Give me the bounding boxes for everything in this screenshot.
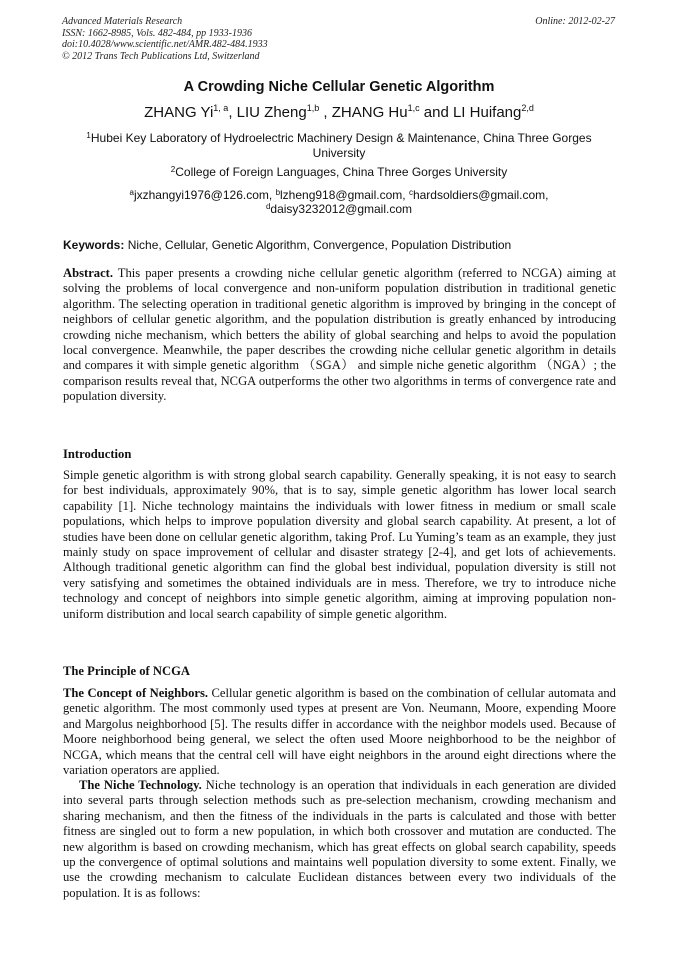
author-sup: 2,d (521, 103, 534, 113)
affiliation-sup: 2 (170, 165, 176, 174)
niche-paragraph (63, 778, 616, 901)
keywords-text: Niche, Cellular, Genetic Algorithm, Convergence, Population Distribution (124, 238, 512, 252)
neighbors-label: The Concept of Neighbors. (63, 686, 209, 700)
author-name: ZHANG Yi (144, 104, 214, 121)
email-b: lzheng918@gmail.com, (280, 188, 409, 202)
author-list (0, 104, 678, 121)
email-sup: b (275, 188, 281, 197)
author-name: LIU Zheng (236, 104, 307, 121)
abstract-text: This paper presents a crowding niche cellular genetic algorithm (referred to NCGA) aiming at solving the problems of local convergence and non-uniform population distribution in traditional genetic algorithm. The selecting operation in traditional genetic algorithm is improved by bringing in the concept of neighbors of cellular genetic algorithm, and the population distribution is greatly enhanced by introducing crowding niche mechanism, which betters the ability of global searching and helps to avoid the population local convergence. Meanwhile, the paper describes the crowding niche cellular genetic algorithm in details and compares it with simple genetic algorithm （SGA） and simple niche genetic algorithm （NGA）; the comparison results reveal that, NCGA outperforms the other two algorithms in terms of convergence rate and population diversity. (63, 266, 616, 404)
doi-line: doi:10.4028/www.scientific.net/AMR.482-484.1933 (62, 39, 268, 50)
affiliation-sup: 1 (86, 131, 91, 140)
keywords-line (63, 238, 616, 252)
issn-line: ISSN: 1662-8985, Vols. 482-484, pp 1933-1936 (62, 27, 252, 39)
affiliation-text: Hubei Key Laboratory of Hydroelectric Machinery Design & Maintenance, China Three Gorges University (90, 131, 592, 160)
principle-heading: The Principle of NCGA (63, 664, 190, 678)
author-separator: , (228, 104, 237, 121)
author-separator: , (319, 104, 332, 121)
email-a: jxzhangyi1976@126.com, (133, 188, 276, 202)
neighbors-text: Cellular genetic algorithm is based on the combination of cellular automata and genetic algorithm. The most commonly used types at present are Von. Neumann, Moore, expending Moore and Margolus neighborhood [5]. The results differ in accordance with the neighbor models used. Because of Moore neighborhood being general, we select the often used Moore neighborhood to be the neighbor of NCGA, which means that the central cell will have eight neighbors in the around eight directions where the variation operators are applied. (63, 686, 616, 778)
introduction-heading: Introduction (63, 447, 132, 461)
affiliation-2 (62, 165, 616, 180)
email-sup: d (265, 202, 271, 211)
online-date: Online: 2012-02-27 (535, 16, 615, 27)
niche-label: The Niche Technology. (79, 778, 202, 792)
author-sup: 1,b (306, 103, 320, 113)
author-name: LI Huifang (452, 104, 522, 121)
journal-header (62, 16, 268, 62)
abstract-label: Abstract. (63, 266, 114, 280)
niche-text: Niche technology is an operation that individuals in each generation are divided into several parts through selection methods such as pre-selection mechanism, crowding mechanism and sharing mechanism, and then the fitness of the individuals in the parts is calculated and those with better fitness are singled out to form a new population, in which both crossover and mutation are conducted. The new algorithm is based on crowding mechanism, which has great effects on global search capability, speeds up the convergence of optimal solutions and maintains well population diversity to some extent. Finally, we use the crowding mechanism to calculate Euclidean distances between every two individuals of the population. It is as follows: (63, 778, 616, 900)
affiliation-1 (62, 131, 616, 161)
copyright-line: © 2012 Trans Tech Publications Ltd, Switzerland (62, 50, 260, 62)
affiliation-text: College of Foreign Languages, China Three Gorges University (175, 165, 508, 179)
email-d: daisy3232012@gmail.com (270, 202, 413, 216)
journal-name: Advanced Materials Research (62, 16, 183, 27)
abstract-paragraph (63, 266, 616, 405)
author-sup: 1, a (213, 103, 229, 113)
author-separator: and (419, 104, 453, 121)
neighbors-paragraph (63, 686, 616, 778)
author-sup: 1,c (407, 103, 420, 113)
email-c: hardsoldiers@gmail.com, (412, 188, 549, 202)
email-sup: a (129, 188, 134, 197)
email-sup: c (408, 188, 413, 197)
paper-title: A Crowding Niche Cellular Genetic Algorithm (183, 79, 495, 95)
author-emails (62, 188, 616, 216)
author-name: ZHANG Hu (331, 104, 408, 121)
keywords-label: Keywords: (63, 238, 125, 252)
introduction-paragraph: Simple genetic algorithm is with strong global search capability. Generally speaking, it is not easy to search for best individuals, approximately 90%, that is to say, simple genetic algorithm has lower local search capability [1]. Niche technology maintains the individuals with lower fitness in medium or small scale populations, which helps to improve population diversity and global search capability. At present, a lot of studies have been done on cellular genetic algorithm, taking Prof. Lu Yuming’s team as an example, they just mainly study on space improvement of cellular and disaster strategy [2-4], and get lots of achievements. Although traditional genetic algorithm can find the global best individual, population diversity is still not very satisfying and sometimes the obtained individuals are in mess. Therefore, we try to introduce niche technology and concept of neighbors into simple genetic algorithm, aiming at improving population non-uniform distribution and local search capability of simple genetic algorithm. (63, 468, 616, 621)
